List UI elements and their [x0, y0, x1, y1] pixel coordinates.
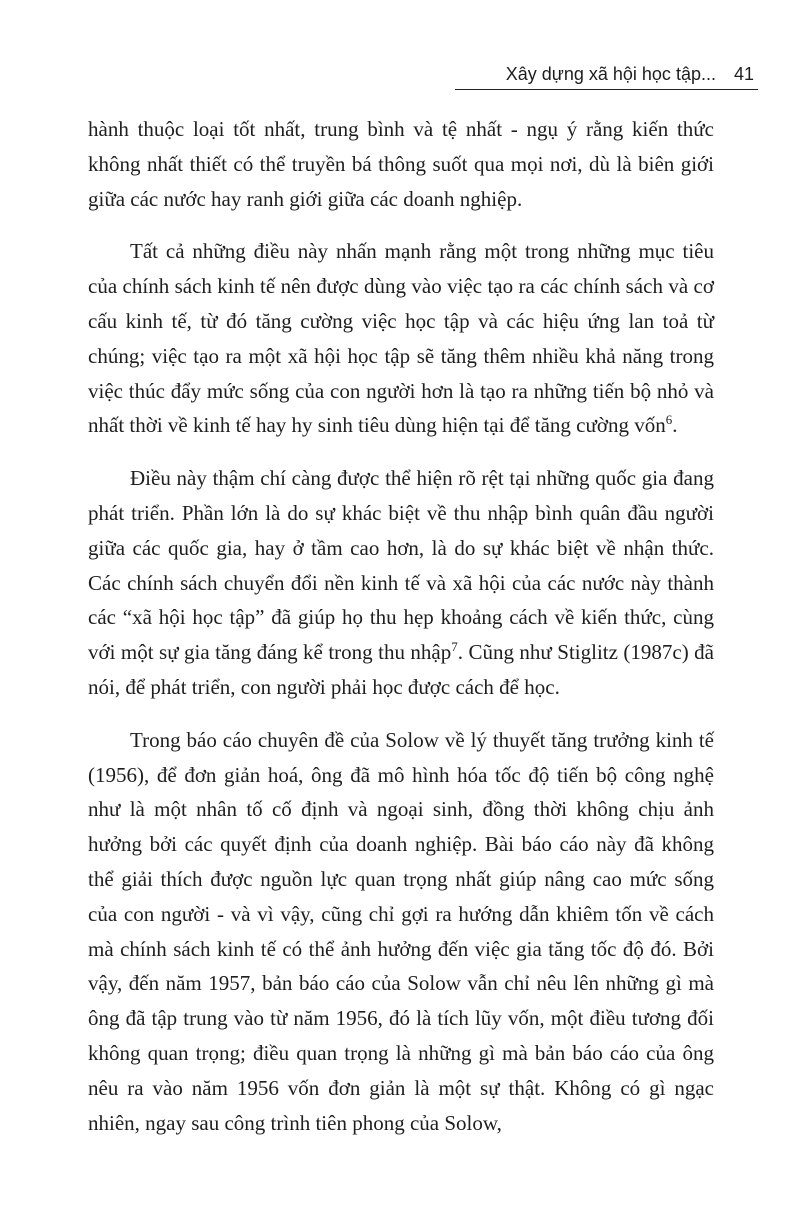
paragraph-2-text: Tất cả những điều này nhấn mạnh rằng một trong những mục tiêu của chính sách kinh tế nên được dùng vào việc tạo ra các chính sách và cơ cấu kinh tế, từ đó tăng cường việc học tập và các hiệu ứng lan toả từ chúng; việc tạo ra một xã hội học tập sẽ tăng thêm nhiều khả năng trong việc thúc đẩy mức sống của con người hơn là tạo ra những tiến bộ nhỏ và nhất thời về kinh tế hay hy sinh tiêu dùng hiện tại để tăng cường vốn: [88, 239, 714, 438]
paragraph-1: [88, 112, 714, 216]
paragraph-2-tail: .: [672, 413, 678, 438]
paragraph-2: [88, 234, 714, 443]
paragraph-1-text: hành thuộc loại tốt nhất, trung bình và tệ nhất - ngụ ý rằng kiến thức không nhất thiết có thể truyền bá thông suốt qua mọi nơi, dù là biên giới giữa các nước hay ranh giới giữa các doanh nghiệp.: [88, 117, 714, 211]
footnote-marker-6: 6: [665, 412, 673, 428]
paragraph-3-text: Điều này thậm chí càng được thể hiện rõ rệt tại những quốc gia đang phát triển. Phần lớn là do sự khác biệt về thu nhập bình quân đầu người giữa các quốc gia, hay ở tầm cao hơn, là do sự khác biệt về nhận thức. Các chính sách chuyển đổi nền kinh tế và xã hội của các nước này thành các “xã hội học tập” đã giúp họ thu hẹp khoảng cách về kiến thức, cùng với một sự gia tăng đáng kể trong thu nhập: [88, 466, 714, 665]
paragraph-4: [88, 723, 714, 1141]
page-number: 41: [733, 64, 754, 84]
paragraph-4-text: Trong báo cáo chuyên đề của Solow về lý thuyết tăng trưởng kinh tế (1956), để đơn giản hoá, ông đã mô hình hóa tốc độ tiến bộ công nghệ như là một nhân tố cố định và ngoại sinh, đồng thời không chịu ảnh hưởng bởi các quyết định của doanh nghiệp. Bài báo cáo này đã không thể giải thích được nguồn lực quan trọng nhất giúp nâng cao mức sống của con người - và vì vậy, cũng chỉ gợi ra hướng dẫn khiêm tốn về cách mà chính sách kinh tế có thể ảnh hưởng đến việc gia tăng tốc độ đó. Bởi vậy, đến năm 1957, bản báo cáo của Solow vẫn chỉ nêu lên những gì mà ông đã tập trung vào từ năm 1956, đó là tích lũy vốn, một điều tương đối không quan trọng; điều quan trọng là những gì mà bản báo cáo của ông nêu ra vào năm 1956 vốn đơn giản là một sự thật. Không có gì ngạc nhiên, ngay sau công trình tiên phong của Solow,: [88, 727, 714, 1135]
body-text: [88, 112, 714, 1158]
running-header: [455, 56, 758, 90]
running-header-title: Xây dựng xã hội học tập...: [505, 64, 716, 84]
paragraph-3: [88, 461, 714, 705]
footnote-marker-7: 7: [451, 639, 458, 655]
paragraph-3-tail: . Cũng như Stiglitz (1987c) đã nói, để phát triển, con người phải học được cách để học.: [88, 640, 714, 699]
